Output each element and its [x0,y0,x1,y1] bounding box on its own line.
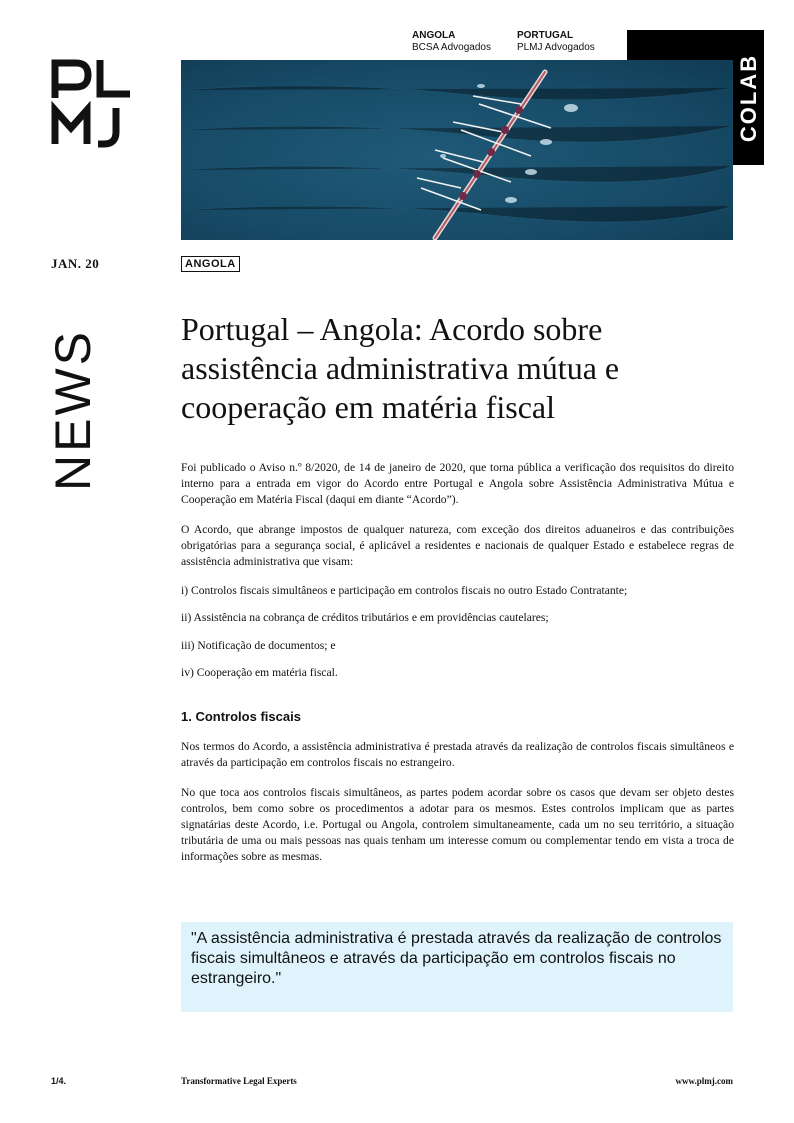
plmj-logo [50,58,132,148]
colab-label: COLAB [735,53,761,142]
partner-firm: BCSA Advogados [412,42,491,53]
partner-country: ANGOLA [412,30,456,41]
paragraph: Nos termos do Acordo, a assistência administrativa é prestada através da realização de controlos fiscais simultâneos e através da participação em controlos fiscais no estrangeiro. [181,740,734,770]
footer-url[interactable]: www.plmj.com [675,1076,733,1086]
partner-country: PORTUGAL [516,30,574,41]
partner-angola [412,30,491,54]
article-body [181,460,734,879]
section-heading: 1. Controlos fiscais [181,709,301,725]
plmj-logo-mark [50,58,132,148]
partner-firms [412,30,595,54]
country-tag: ANGOLA [181,256,240,272]
list-item: i) Controlos fiscais simultâneos e participação em controlos fiscais no outro Estado Contratante; [181,584,628,598]
colab-label-box [733,30,764,165]
article-title: Portugal – Angola: Acordo sobre assistência administrativa mútua e cooperação em matéria fiscal [181,311,620,425]
section-label [45,310,101,510]
section-label-text: NEWS [45,329,101,491]
rowing-boat-photo [181,60,733,240]
paragraph: Foi publicado o Aviso n.º 8/2020, de 14 de janeiro de 2020, que torna pública a verificação dos requisitos do direito interno para a entrada em vigor do Acordo entre Portugal e Angola sobre Assistência Administrativa Mútua e Cooperação em Matéria Fiscal (daqui em diante “Acordo”). [181,461,734,507]
pull-quote [181,922,733,1012]
partner-portugal [517,30,595,54]
paragraph: No que toca aos controlos fiscais simultâneos, as partes podem acordar sobre os casos que devam ser objeto destes controlos, bem como sobre os procedimentos a adotar para os mesmos. Estes controlos implicam que as partes signatárias deste Acordo, i.e. Portugal ou Angola, controlem simultaneamente, cada um no seu território, a situação tributária de uma ou mais pessoas nas quais tenham um interesse comum ou complementar tendo em vista a troca de informações sobre as mesmas. [181,785,734,864]
list-item: iv) Cooperação em matéria fiscal. [181,665,338,679]
partner-firm: PLMJ Advogados [516,42,595,53]
footer-tagline: Transformative Legal Experts [181,1076,297,1086]
publication-date: JAN. 20 [51,256,100,271]
list-item: iii) Notificação de documentos; e [181,638,336,652]
page-number: 1/4. [51,1076,67,1086]
paragraph: O Acordo, que abrange impostos de qualquer natureza, com exceção dos direitos aduaneiros e das contribuições obrigatórias para a segurança social, é aplicável a residentes e nacionais de qualquer Estado e estabelece regras de assistência administrativa que visam: [181,522,734,569]
pull-quote-text: "A assistência administrativa é prestada através da realização de controlos fiscais simultâneos e através da participação em controlos fiscais no estrangeiro." [191,930,722,987]
hero-image [181,60,733,240]
list-item: ii) Assistência na cobrança de créditos tributários e em providências cautelares; [181,611,549,625]
